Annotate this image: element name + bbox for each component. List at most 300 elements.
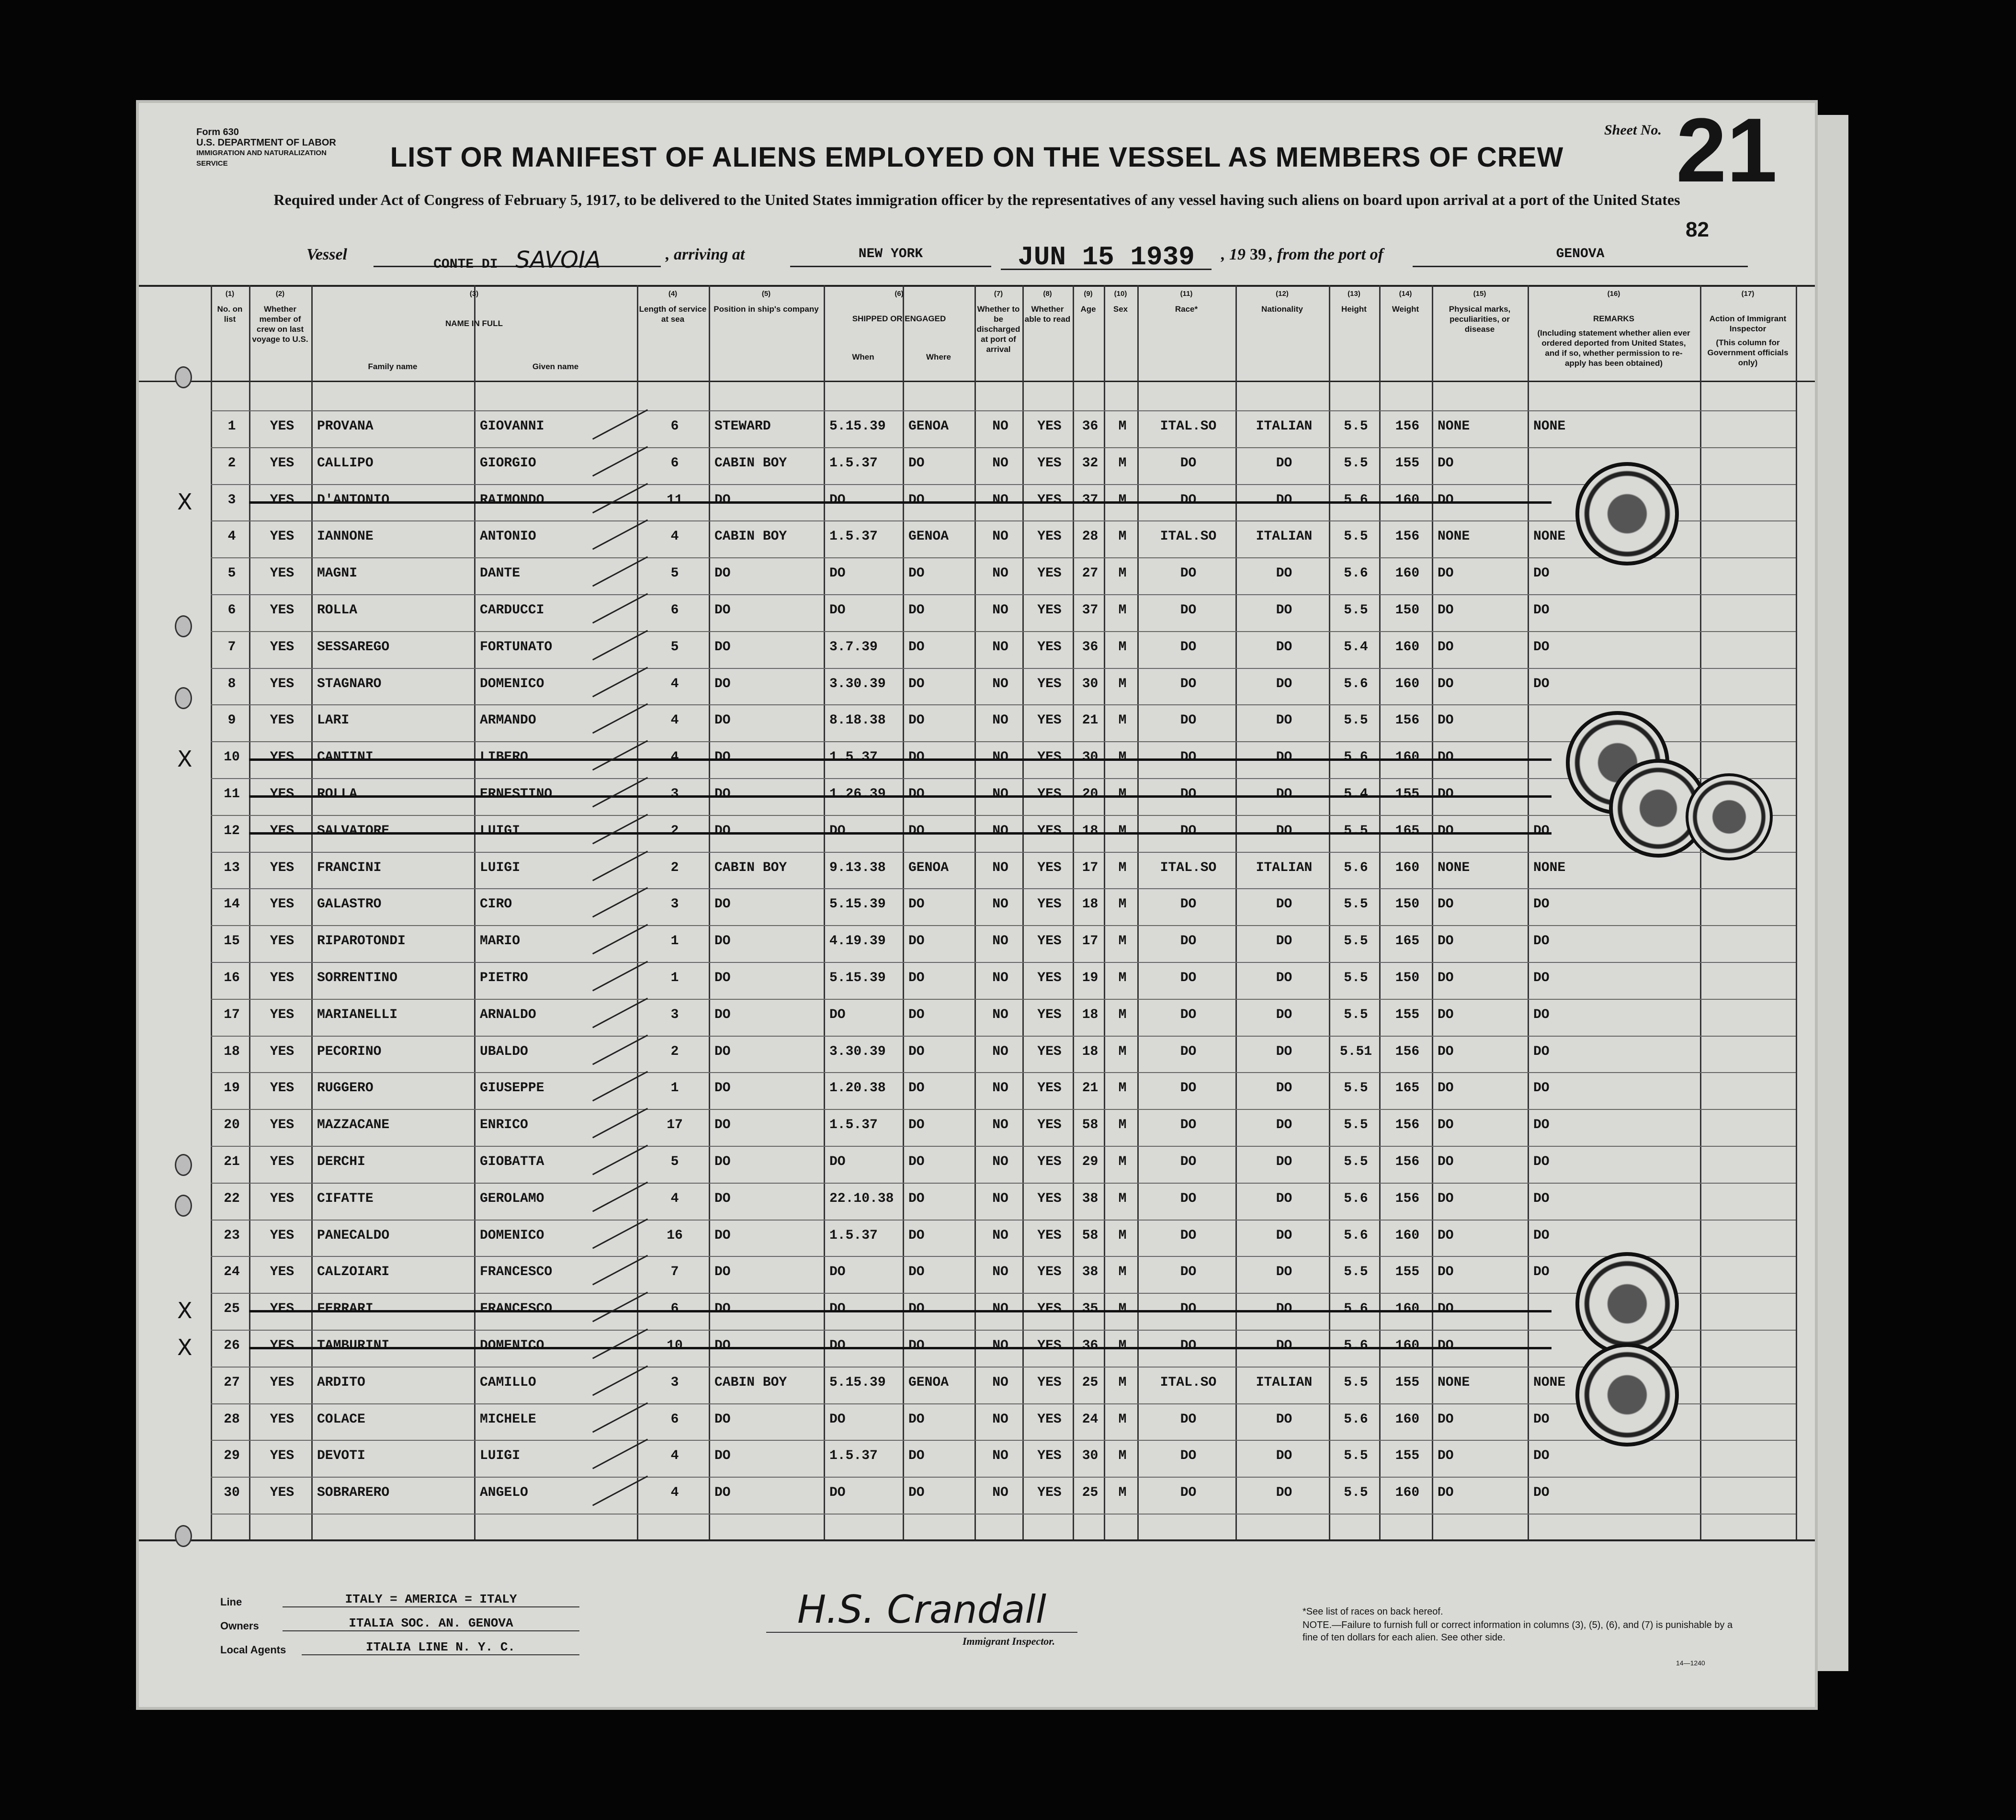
fine-note: NOTE.—Failure to furnish full or correct information in columns (3), (5), (6), and (7) is punishable by a fine of ten dollars for each alien. See other side. (1302, 1620, 1733, 1643)
inspector-label: Immigrant Inspector. (963, 1635, 1055, 1647)
column-number: (12) (1276, 290, 1289, 298)
column-divider (1528, 285, 1529, 1539)
cell-where: DO (908, 1265, 925, 1280)
cell-race: DO (1180, 1007, 1197, 1022)
cell-remarks: DO (1533, 1485, 1550, 1501)
row-rule (211, 668, 1796, 669)
cell-given: GIOBATTA (480, 1154, 544, 1169)
column-header-family: Family name (368, 362, 418, 371)
cell-nationality: DO (1276, 1118, 1292, 1133)
cell-member: YES (270, 1265, 294, 1280)
column-divider (1379, 285, 1381, 1539)
cell-when: 1.5.37 (829, 1118, 878, 1133)
cell-nationality: DO (1276, 823, 1292, 838)
cell-family: DERCHI (317, 1154, 365, 1169)
cell-height: 5.5 (1344, 529, 1368, 544)
cell-where: DO (908, 934, 925, 949)
column-header-no_on_list: No. on list (217, 305, 243, 324)
remarks-note: (Including statement whether alien ever ordered deported from United States, and if so, whether permission to re-apply has been obtained) (1537, 328, 1690, 368)
page-title: LIST OR MANIFEST OF ALIENS EMPLOYED ON THE VESSEL AS MEMBERS OF CREW (390, 142, 1564, 173)
cell-weight: 155 (1395, 455, 1420, 471)
cell-when: DO (829, 603, 846, 618)
row-rule (211, 741, 1796, 742)
cell-when: 1.5.37 (829, 529, 878, 544)
column-header-where: Where (926, 352, 951, 362)
cell-race: ITAL.SO (1160, 860, 1217, 875)
column-header-height: Height (1341, 305, 1367, 314)
cell-when: DO (829, 566, 846, 581)
cell-service: 5 (670, 566, 679, 581)
strikethrough-line (249, 1310, 1552, 1312)
cell-when: 1.5.37 (829, 1448, 878, 1464)
cell-nationality: DO (1276, 1338, 1292, 1353)
cell-discharged: NO (992, 455, 1008, 471)
cell-discharged: NO (992, 787, 1008, 802)
cell-no: 25 (224, 1301, 240, 1317)
cell-no: 17 (224, 1007, 240, 1022)
cell-marks: DO (1438, 1154, 1454, 1169)
cell-height: 5.4 (1344, 639, 1368, 655)
cell-no: 26 (224, 1338, 240, 1353)
cell-read: YES (1037, 1081, 1062, 1096)
cell-when: 8.18.38 (829, 713, 886, 728)
cell-sex: M (1118, 676, 1127, 691)
cell-height: 5.5 (1344, 1448, 1368, 1464)
cell-age: 18 (1082, 1007, 1099, 1022)
cell-position: DO (714, 603, 731, 618)
cell-service: 4 (670, 1448, 679, 1464)
cell-service: 17 (667, 1118, 683, 1133)
cell-where: GENOA (908, 419, 949, 434)
cell-read: YES (1037, 750, 1062, 765)
cell-family: GALASTRO (317, 897, 382, 912)
cell-family: MAGNI (317, 566, 358, 581)
strikethrough-line (249, 1347, 1552, 1349)
cell-family: SOBRARERO (317, 1485, 390, 1501)
cell-service: 4 (670, 529, 679, 544)
cell-where: DO (908, 1338, 925, 1353)
cell-where: DO (908, 1448, 925, 1464)
cell-discharged: NO (992, 419, 1008, 434)
cell-where: DO (908, 1118, 925, 1133)
cell-discharged: NO (992, 1044, 1008, 1059)
cell-member: YES (270, 419, 294, 434)
row-rule (211, 815, 1796, 816)
column-divider (211, 285, 212, 1539)
cell-read: YES (1037, 1154, 1062, 1169)
cell-discharged: NO (992, 1118, 1008, 1133)
cell-service: 2 (670, 1044, 679, 1059)
column-number: (2) (275, 290, 285, 298)
cell-marks: DO (1438, 971, 1454, 985)
cell-remarks: DO (1533, 639, 1550, 655)
cell-read: YES (1037, 860, 1062, 875)
manifest-page (139, 100, 1815, 1707)
cell-where: DO (908, 1301, 925, 1317)
cell-position: DO (714, 1301, 731, 1317)
column-header-remarks: REMARKS (1593, 314, 1634, 323)
cell-member: YES (270, 1044, 294, 1059)
cell-where: GENOA (908, 1375, 949, 1390)
cell-race: ITAL.SO (1160, 529, 1217, 544)
cell-given: ANGELO (480, 1485, 528, 1501)
cell-weight: 155 (1395, 1265, 1420, 1280)
cell-sex: M (1118, 823, 1127, 838)
cell-nationality: DO (1276, 1265, 1292, 1280)
column-divider (1432, 285, 1433, 1539)
row-rule (211, 1256, 1796, 1257)
cell-height: 5.5 (1344, 897, 1368, 912)
cell-remarks: DO (1533, 823, 1550, 838)
cell-read: YES (1037, 1044, 1062, 1059)
cell-weight: 156 (1395, 1154, 1420, 1169)
cell-race: DO (1180, 1265, 1197, 1280)
cell-nationality: DO (1276, 676, 1292, 691)
sheet-number: 21 (1676, 100, 1778, 201)
cell-where: DO (908, 1191, 925, 1206)
cell-given: ERNESTINO (480, 787, 553, 802)
cell-height: 5.51 (1339, 1044, 1372, 1059)
cell-when: DO (829, 823, 846, 838)
cell-race: DO (1180, 971, 1197, 985)
cell-no: 16 (224, 971, 240, 985)
cell-when: 5.15.39 (829, 897, 886, 912)
row-rule (211, 631, 1796, 632)
cell-sex: M (1118, 897, 1127, 912)
cell-sex: M (1118, 1265, 1127, 1280)
cell-age: 36 (1082, 1338, 1099, 1353)
cell-member: YES (270, 1228, 294, 1243)
column-number: (17) (1741, 290, 1755, 298)
cell-weight: 160 (1395, 1228, 1420, 1243)
cell-race: DO (1180, 787, 1197, 802)
cell-discharged: NO (992, 860, 1008, 875)
cell-no: 3 (227, 492, 236, 508)
cell-height: 5.6 (1344, 1412, 1368, 1427)
cell-race: DO (1180, 1154, 1197, 1169)
cell-age: 58 (1082, 1118, 1099, 1133)
cell-nationality: DO (1276, 639, 1292, 655)
cell-member: YES (270, 639, 294, 655)
vessel-line (235, 242, 1767, 271)
action-note: (This column for Government officials only) (1707, 338, 1789, 367)
cell-position: DO (714, 1007, 731, 1022)
cell-position: DO (714, 1485, 731, 1501)
cell-race: DO (1180, 1338, 1197, 1353)
cell-age: 17 (1082, 860, 1099, 875)
arriving-label: , arriving at (666, 246, 745, 263)
cell-service: 5 (670, 1154, 679, 1169)
cell-position: DO (714, 492, 731, 508)
row-rule (211, 962, 1796, 963)
cell-marks: DO (1438, 566, 1454, 581)
cell-no: 4 (227, 529, 236, 544)
punch-hole (175, 366, 192, 388)
cell-family: SALVATORE (317, 823, 390, 838)
cell-remarks: DO (1533, 566, 1550, 581)
cell-given: DOMENICO (480, 1338, 544, 1353)
cell-sex: M (1118, 419, 1127, 434)
cell-marks: NONE (1438, 1375, 1470, 1390)
agents-value: ITALIA LINE N. Y. C. (302, 1640, 579, 1655)
cell-service: 1 (670, 1081, 679, 1096)
cell-race: DO (1180, 897, 1197, 912)
cell-height: 5.5 (1344, 1375, 1368, 1390)
cell-marks: DO (1438, 1007, 1454, 1022)
cell-remarks: DO (1533, 1007, 1550, 1022)
cell-no: 11 (224, 787, 240, 802)
cell-nationality: DO (1276, 1154, 1292, 1169)
cell-nationality: DO (1276, 455, 1292, 471)
cell-nationality: DO (1276, 1485, 1292, 1501)
cell-family: DEVOTI (317, 1448, 365, 1464)
cell-sex: M (1118, 1485, 1127, 1501)
cell-nationality: DO (1276, 787, 1292, 802)
cell-marks: DO (1438, 1448, 1454, 1464)
cell-nationality: DO (1276, 1007, 1292, 1022)
page-subtitle: Required under Act of Congress of February 5, 1917, to be delivered to the United States immigration officer by the representatives of any vessel having such aliens on board upon arrival at a port of the United States (273, 191, 1680, 208)
cell-given: MICHELE (480, 1412, 536, 1427)
cell-family: CANTINI (317, 750, 374, 765)
cell-where: DO (908, 492, 925, 508)
cell-age: 36 (1082, 419, 1099, 434)
cell-sex: M (1118, 529, 1127, 544)
cell-weight: 150 (1395, 603, 1420, 618)
cell-age: 21 (1082, 713, 1099, 728)
cell-service: 4 (670, 750, 679, 765)
cell-no: 21 (224, 1154, 240, 1169)
column-header-read: Whether able to read (1024, 305, 1071, 324)
cell-service: 6 (670, 1412, 679, 1427)
row-rule (211, 704, 1796, 705)
cell-read: YES (1037, 1265, 1062, 1280)
cell-position: DO (714, 934, 731, 949)
cell-read: YES (1037, 1448, 1062, 1464)
cell-family: SORRENTINO (317, 971, 398, 985)
cell-weight: 156 (1395, 1118, 1420, 1133)
cell-age: 38 (1082, 1191, 1099, 1206)
column-number: (5) (761, 290, 771, 298)
cell-where: DO (908, 1228, 925, 1243)
cell-remarks: DO (1533, 676, 1550, 691)
cell-when: 3.30.39 (829, 1044, 886, 1059)
column-number: (4) (668, 290, 678, 298)
cell-service: 6 (670, 603, 679, 618)
cell-family: TAMBURINI (317, 1338, 390, 1353)
cell-height: 5.5 (1344, 934, 1368, 949)
column-header-position: Position in ship's company (714, 305, 819, 314)
cell-family: MARIANELLI (317, 1007, 398, 1022)
cell-marks: DO (1438, 1228, 1454, 1243)
cell-discharged: NO (992, 676, 1008, 691)
cell-nationality: DO (1276, 971, 1292, 985)
row-rule (211, 778, 1796, 779)
cell-where: DO (908, 713, 925, 728)
cell-weight: 160 (1395, 750, 1420, 765)
cell-given: CAMILLO (480, 1375, 536, 1390)
cell-discharged: NO (992, 492, 1008, 508)
cell-sex: M (1118, 1081, 1127, 1096)
inspector-signature: H.S. Crandall (766, 1587, 1077, 1633)
cell-when: 1.20.38 (829, 1081, 886, 1096)
cell-discharged: NO (992, 1228, 1008, 1243)
cell-race: DO (1180, 676, 1197, 691)
cell-weight: 156 (1395, 529, 1420, 544)
cell-marks: DO (1438, 676, 1454, 691)
page-number: 82 (1686, 218, 1709, 241)
cell-discharged: NO (992, 713, 1008, 728)
cell-race: DO (1180, 823, 1197, 838)
column-header-name: NAME IN FULL (445, 319, 503, 328)
cell-sex: M (1118, 1191, 1127, 1206)
cell-no: 7 (227, 639, 236, 655)
cell-nationality: DO (1276, 897, 1292, 912)
column-divider (903, 285, 904, 1539)
cell-weight: 160 (1395, 1485, 1420, 1501)
cell-when: DO (829, 1154, 846, 1169)
cell-family: LARI (317, 713, 350, 728)
cell-discharged: NO (992, 529, 1008, 544)
cell-sex: M (1118, 1448, 1127, 1464)
cell-race: DO (1180, 492, 1197, 508)
cell-sex: M (1118, 1044, 1127, 1059)
cell-marks: DO (1438, 639, 1454, 655)
cell-age: 30 (1082, 1448, 1099, 1464)
cell-race: DO (1180, 1228, 1197, 1243)
cell-marks: DO (1438, 1412, 1454, 1427)
cell-age: 19 (1082, 971, 1099, 985)
cell-sex: M (1118, 492, 1127, 508)
column-number: (1) (225, 290, 235, 298)
cell-where: DO (908, 1154, 925, 1169)
cell-when: DO (829, 492, 846, 508)
column-divider (1796, 285, 1797, 1539)
row-rule (211, 1183, 1796, 1184)
cell-no: 8 (227, 676, 236, 691)
cell-discharged: NO (992, 639, 1008, 655)
cell-read: YES (1037, 897, 1062, 912)
cell-read: YES (1037, 713, 1062, 728)
cell-weight: 160 (1395, 676, 1420, 691)
row-rule (211, 1367, 1796, 1368)
cell-given: LUIGI (480, 823, 521, 838)
consulate-seal (1575, 1343, 1679, 1447)
cell-no: 5 (227, 566, 236, 581)
cell-service: 4 (670, 1191, 679, 1206)
cell-read: YES (1037, 971, 1062, 985)
cell-remarks: DO (1533, 1191, 1550, 1206)
cell-family: ROLLA (317, 603, 358, 618)
cell-where: DO (908, 1007, 925, 1022)
vessel-name-field (374, 247, 661, 273)
form-code: 14—1240 (1676, 1659, 1705, 1667)
cell-position: DO (714, 1044, 731, 1059)
cell-given: FRANCESCO (480, 1265, 553, 1280)
cell-when: DO (829, 1485, 846, 1501)
cell-where: DO (908, 603, 925, 618)
cell-height: 5.6 (1344, 566, 1368, 581)
cell-remarks: NONE (1533, 860, 1566, 875)
cell-family: COLACE (317, 1412, 365, 1427)
cell-marks: DO (1438, 1485, 1454, 1501)
column-divider (824, 285, 825, 1539)
cell-race: DO (1180, 1081, 1197, 1096)
cell-remarks: DO (1533, 1081, 1550, 1096)
cell-height: 5.6 (1344, 1301, 1368, 1317)
cell-when: 9.13.38 (829, 860, 886, 875)
cell-given: ARNALDO (480, 1007, 536, 1022)
cell-member: YES (270, 1375, 294, 1390)
punch-hole (175, 1525, 192, 1547)
cell-read: YES (1037, 1301, 1062, 1317)
cell-family: FRANCINI (317, 860, 382, 875)
cell-sex: M (1118, 1154, 1127, 1169)
cell-read: YES (1037, 1191, 1062, 1206)
cell-height: 5.5 (1344, 1007, 1368, 1022)
cell-position: DO (714, 1448, 731, 1464)
cell-nationality: DO (1276, 1412, 1292, 1427)
cell-weight: 160 (1395, 492, 1420, 508)
column-number: (8) (1043, 290, 1052, 298)
cell-read: YES (1037, 639, 1062, 655)
cell-race: DO (1180, 1485, 1197, 1501)
row-rule (211, 410, 1796, 411)
cell-where: DO (908, 566, 925, 581)
cell-position: CABIN BOY (714, 860, 787, 875)
column-number: (16) (1607, 290, 1620, 298)
cell-no: 18 (224, 1044, 240, 1059)
cell-remarks: DO (1533, 603, 1550, 618)
column-header-shipped: SHIPPED OR ENGAGED (852, 314, 946, 323)
cell-remarks: NONE (1533, 529, 1566, 544)
cell-position: DO (714, 713, 731, 728)
cell-where: DO (908, 1081, 925, 1096)
cell-nationality: DO (1276, 713, 1292, 728)
cell-family: SESSAREGO (317, 639, 390, 655)
cell-member: YES (270, 860, 294, 875)
cell-marks: DO (1438, 1081, 1454, 1096)
cell-height: 5.5 (1344, 1265, 1368, 1280)
cell-marks: DO (1438, 1265, 1454, 1280)
cell-position: CABIN BOY (714, 455, 787, 471)
cell-remarks: DO (1533, 1118, 1550, 1133)
cell-weight: 160 (1395, 1412, 1420, 1427)
cell-family: MAZZACANE (317, 1118, 390, 1133)
cell-sex: M (1118, 750, 1127, 765)
cell-where: DO (908, 823, 925, 838)
cell-sex: M (1118, 1338, 1127, 1353)
column-divider (1700, 285, 1701, 1539)
cell-weight: 165 (1395, 934, 1420, 949)
cell-height: 5.5 (1344, 1081, 1368, 1096)
cell-service: 3 (670, 1007, 679, 1022)
cell-member: YES (270, 1191, 294, 1206)
cell-race: DO (1180, 1044, 1197, 1059)
cell-age: 38 (1082, 1265, 1099, 1280)
consulate-seal (1575, 1252, 1679, 1356)
cell-no: 24 (224, 1265, 240, 1280)
cell-height: 5.6 (1344, 492, 1368, 508)
cell-position: DO (714, 1081, 731, 1096)
cell-weight: 156 (1395, 713, 1420, 728)
cell-where: GENOA (908, 529, 949, 544)
column-number: (9) (1084, 290, 1093, 298)
cell-sex: M (1118, 566, 1127, 581)
cell-position: DO (714, 566, 731, 581)
cell-member: YES (270, 455, 294, 471)
vessel-name-printed: CONTE DI (433, 257, 498, 272)
cell-height: 5.5 (1344, 455, 1368, 471)
